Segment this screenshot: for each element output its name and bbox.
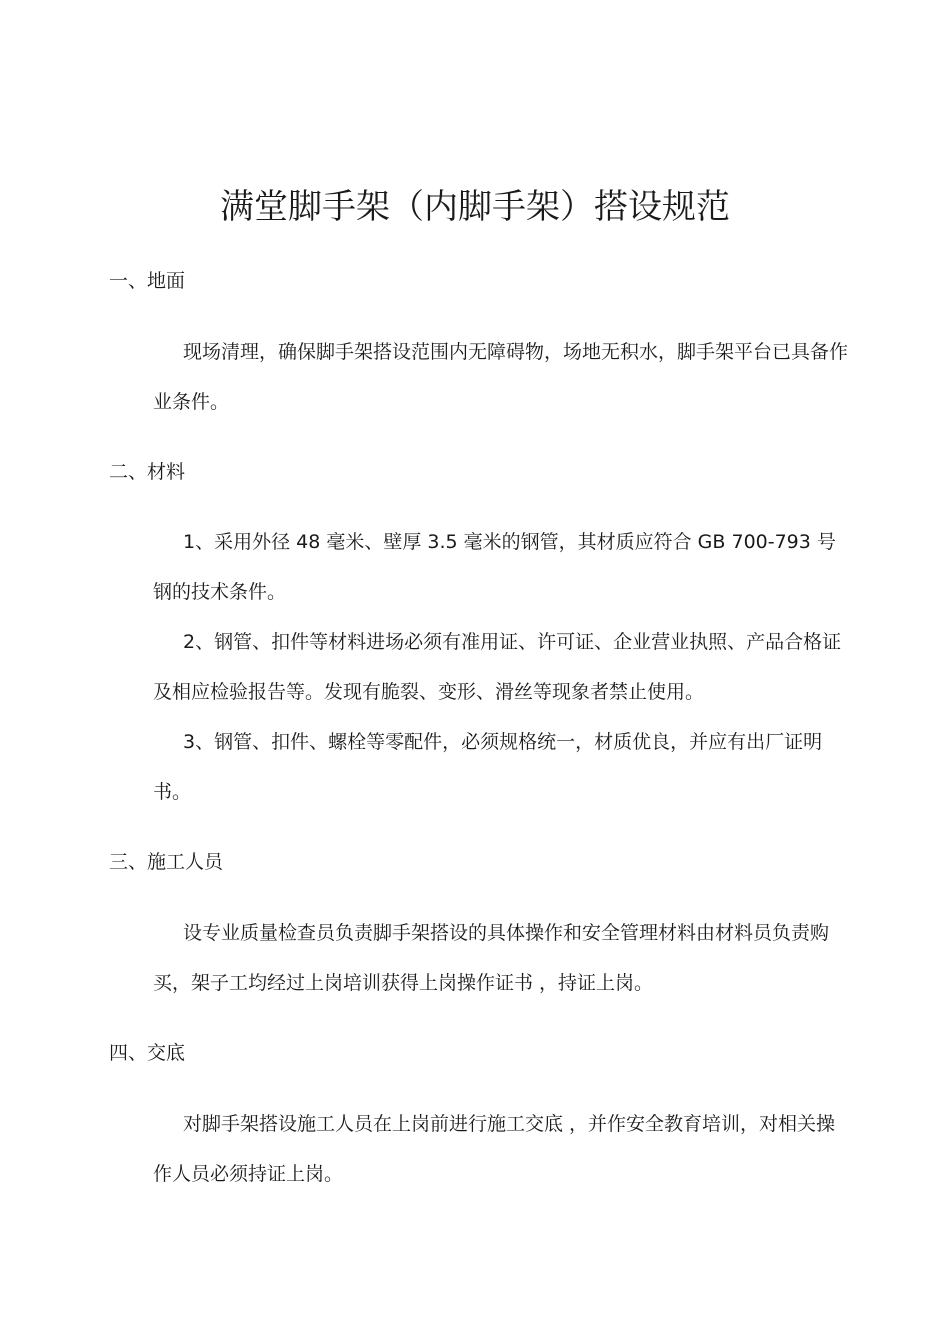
section-heading-personnel: 三、施工人员 [109,851,224,873]
document-title: 满堂脚手架（内脚手架）搭设规范 [220,186,730,227]
paragraph-materials-2: 2、钢管、扣件等材料进场必须有准用证、许可证、企业营业执照、产品合格证及相应检验报告等。发现有脆裂、变形、滑丝等现象者禁止使用。 [153,631,842,703]
section-heading-materials: 二、材料 [109,461,186,483]
paragraph-materials-3: 3、钢管、扣件、螺栓等零配件，必须规格统一，材质优良，并应有出厂证明书。 [153,731,823,803]
section-heading-briefing: 四、交底 [109,1042,186,1064]
paragraph-ground: 现场清理，确保脚手架搭设范围内无障碍物，场地无积水，脚手架平台已具备作业条件。 [153,341,849,413]
paragraph-materials-1: 1、采用外径 48 毫米、壁厚 3.5 毫米的钢管，其材质应符合 GB 700-793 号钢的技术条件。 [153,531,836,603]
paragraph-briefing: 对脚手架搭设施工人员在上岗前进行施工交底 ，并作安全教育培训，对相关操作人员必须持证上岗。 [153,1113,836,1185]
section-heading-ground: 一、地面 [109,270,186,292]
paragraph-personnel: 设专业质量检查员负责脚手架搭设的具体操作和安全管理材料由材料员负责购买，架子工均经过上岗培训获得上岗操作证书 ，持证上岗。 [153,922,830,994]
